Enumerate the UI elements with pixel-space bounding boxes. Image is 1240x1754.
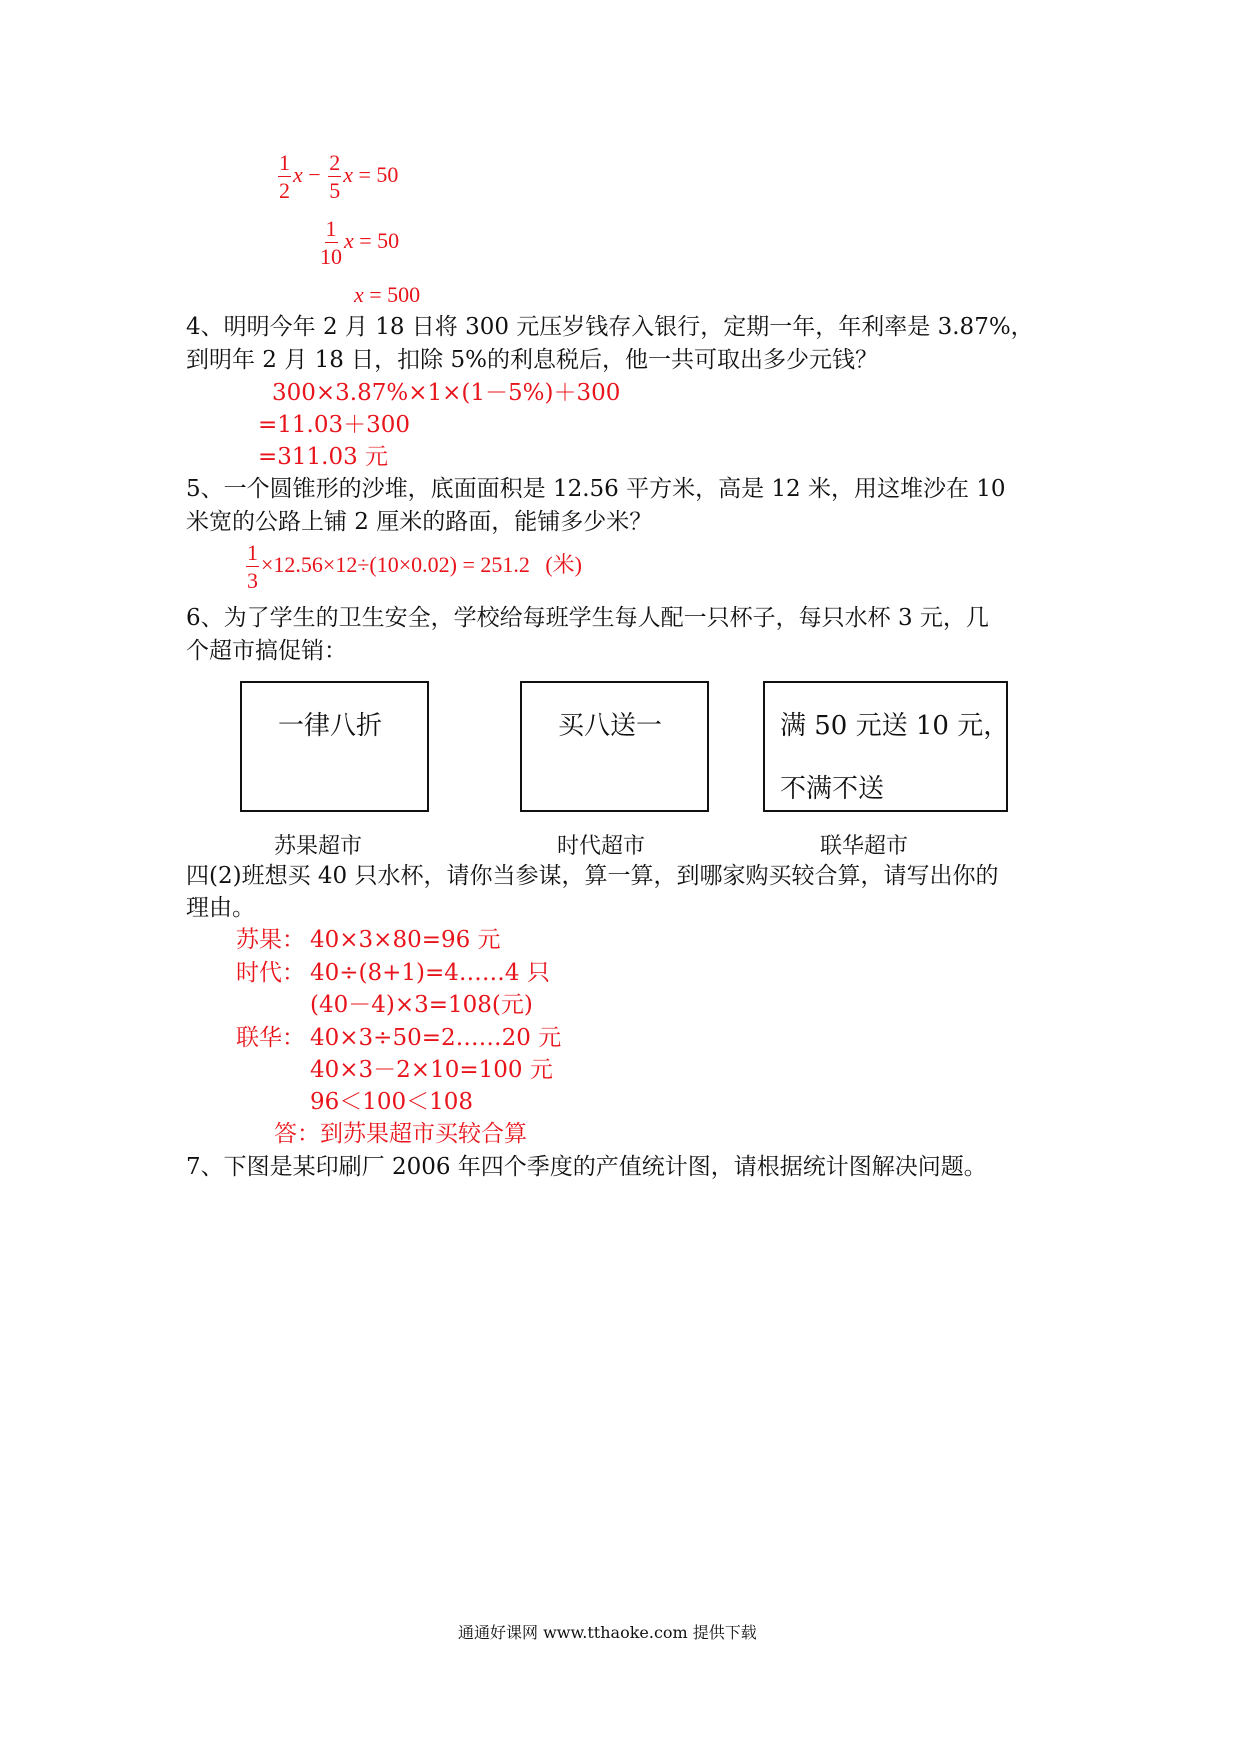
answer-shidai-1: 40÷(8+1)=4……4 只 [310,960,550,986]
q7-text-line1: 7、下图是某印刷厂 2006 年四个季度的产值统计图，请根据统计图解决问题。 [186,1154,987,1180]
fraction: $\frac{1}{2}$ [279,150,290,203]
answer-label-shidai: 时代： [236,960,305,986]
promo-text-2: 不满不送 [780,774,885,804]
answer-lianhua-2: 40×3－2×10=100 元 [310,1057,553,1083]
q4-answer-line3: =311.03 元 [258,444,389,470]
q4-text-line1: 4、明明今年 2 月 18 日将 300 元压岁钱存入银行，定期一年，年利率是 3.87%， [186,314,1034,340]
q4-answer-line1: 300×3.87%×1×(1－5%)＋300 [272,380,621,406]
promo-text: 买八送一 [558,711,663,741]
q6-text-line2: 个超市搞促销： [186,638,347,664]
store-name-suguo: 苏果超市 [274,834,363,859]
answer-final: 答：到苏果超市买较合算 [274,1121,527,1147]
promo-box-suguo [240,681,429,812]
q5-text-line2: 米宽的公路上铺 2 厘米的路面，能铺多少米？ [186,509,653,535]
q6-question-line1: 四(2)班想买 40 只水杯，请你当参谋，算一算，到哪家购买较合算，请写出你的 [186,863,999,889]
store-name-lianhua: 联华超市 [820,834,909,859]
answer-label-suguo: 苏果： [236,927,305,953]
q4-text-line2: 到明年 2 月 18 日，扣除 5%的利息税后，他一共可取出多少元钱？ [186,347,878,373]
q6-text-line1: 6、为了学生的卫生安全，学校给每班学生每人配一只杯子，每只水杯 3 元，几 [186,605,989,631]
footer-text: 通通好课网 www.tthaoke.com 提供下载 [458,1623,757,1642]
promo-text: 满 50 元送 10 元， [780,711,1010,741]
promo-box-lianhua [763,681,1008,812]
q5-answer: $\frac{1}{3}$ ×12.56×12÷(10×0.02) = 251.2 (米) [247,540,583,593]
q5-text-line1: 5、一个圆锥形的沙堆，底面面积是 12.56 平方米，高是 12 米，用这堆沙在 10 [186,476,1006,502]
fraction: $\frac{2}{5}$ [329,150,341,203]
promo-box-shidai [520,681,709,812]
promo-text: 一律八折 [278,711,383,741]
fraction: $\frac{1}{3}$ [247,540,258,593]
eq3-line1: $\frac{1}{2}$ x − $\frac{2}{5}$ x = 50 [279,150,399,203]
answer-lianhua-1: 40×3÷50=2……20 元 [310,1025,562,1051]
store-name-shidai: 时代超市 [557,834,646,859]
fraction: $\frac{1}{10}$ [320,216,342,269]
q6-question-line2: 理由。 [186,895,255,921]
q4-answer-line2: =11.03＋300 [258,412,411,438]
eq3-line3: x = 500 [354,282,421,307]
eq3-line2: $\frac{1}{10}$ x = 50 [320,216,400,269]
answer-shidai-2: (40－4)×3=108(元) [310,992,533,1018]
answer-suguo: 40×3×80=96 元 [310,927,501,953]
answer-label-lianhua: 联华： [236,1025,305,1051]
answer-compare: 96＜100＜108 [310,1089,474,1115]
